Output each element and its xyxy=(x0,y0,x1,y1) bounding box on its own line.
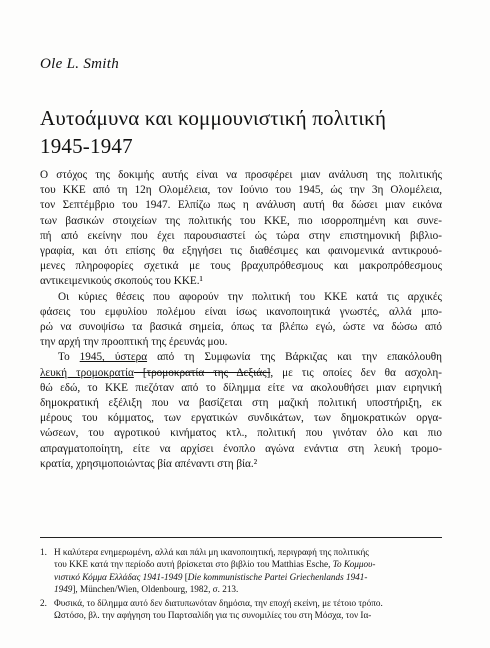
text-segment: από τη Συμφωνία της Βάρκιζας και την επακόλουθη xyxy=(147,351,442,364)
footnote-line: Ωστόσο, βλ. την αφήγηση του Παρτσαλίδη για τις συνομιλίες του στη Μόσχα, τον Ια- xyxy=(54,610,372,621)
text-line: φάσεις του εμφυλίου πολέμου είναι ίσως ικανοποιητικά γνωστές, αλλά μπο- xyxy=(40,305,442,318)
text-line: δημοκρατική εξέλιξη που να βασίζεται στη μαζική πολιτική υποστήριξη, εκ xyxy=(40,397,442,410)
text-line: Ο στόχος της δοκιμής αυτής είναι να προσφέρει μιαν ανάλυση της πολιτικής xyxy=(40,169,442,181)
chapter-title-line-1: Αυτοάμυνα και κομμουνιστική πολιτική xyxy=(40,106,387,130)
text-line: τον Σεπτέμβριο του 1947. Ελπίζω πως η ανάλυση αυτή θα δώσει μιαν εικόνα xyxy=(40,199,442,212)
paragraph-2 xyxy=(40,290,442,351)
text-line xyxy=(40,350,442,365)
text-segment: του ΚΚΕ κατά την περίοδο αυτή βρίσκεται στο βιβλίο του Matthias Esche, xyxy=(54,559,333,570)
text-line: μενες πληροφορίες σχετικά με τους βραχυπρόθεσμους και μακροπρόθεσμους xyxy=(40,260,442,273)
running-head-author: Ole L. Smith xyxy=(40,56,120,72)
footnotes xyxy=(40,546,450,621)
text-line: θώ εδώ, το ΚΚΕ πιεζόταν από το δίλημμα είτε να ακολουθήσει μιαν ειρηνική xyxy=(40,381,442,394)
footnote-line xyxy=(54,583,450,595)
body-text xyxy=(40,168,442,472)
footnote-1 xyxy=(40,546,450,596)
struck-through-text: [τρομοκρατία της Δεξιάς] xyxy=(133,366,271,379)
book-title-greek: νιστικό Κόμμα Ελλάδας 1941-1949 xyxy=(54,571,183,582)
text-segment: [ xyxy=(182,571,188,582)
footnote-line xyxy=(54,558,450,570)
text-line: κρατία, χρησιμοποιώντας βία απέναντι στη βία.² xyxy=(40,457,258,470)
book-title-greek: Το Κομμου- xyxy=(332,559,376,570)
footnote-number: 2. xyxy=(40,597,47,608)
text-line: νώσεων, του αγροτικού κινήματος κτλ., πολιτική που γινόταν όλο και πιο xyxy=(40,427,442,440)
text-line: την αρχή την προοπτική της έρευνάς μου. xyxy=(40,336,228,349)
footnote-line: Φυσικά, το δίλημμα αυτό δεν διατυπωνόταν δημόσια, την εποχή εκείνη, με τέτοιο τρόπο. xyxy=(54,597,383,608)
book-title-german: Die kommunistische Partei Griechenlands 1941- xyxy=(187,571,368,582)
book-title-german: 1949 xyxy=(54,584,73,595)
text-line: απραγματοποίητη, είτε να αρχίσει ένοπλο αγώνα ενάντια στη λευκή τρομο- xyxy=(40,442,442,455)
paragraph-1 xyxy=(40,168,442,290)
text-line: αντικειμενικούς σκοπούς του ΚΚΕ.¹ xyxy=(40,275,203,288)
footnote-line xyxy=(54,571,450,583)
text-line: Οι κύριες θέσεις που αφορούν την πολιτική του ΚΚΕ κατά τις αρχικές xyxy=(58,290,442,303)
text-line: των βασικών στοιχείων της πολιτικής του ΚΚΕ, πιο ισορροπημένη και συνε- xyxy=(40,214,442,227)
footnote-2 xyxy=(40,597,450,622)
chapter-title-line-2: 1945-1947 xyxy=(40,134,133,158)
text-line: πή από εκείνην που έχει παρουσιαστεί ώς τώρα στην επιστημονική βιβλιο- xyxy=(40,229,442,242)
text-segment: , με τις οποίες δεν θα ασχολη- xyxy=(270,366,442,379)
footnote-number: 1. xyxy=(40,547,47,557)
footnote-divider xyxy=(40,537,442,538)
text-line: γραφία, και ότι επίσης θα εξηγήσει τις διαθέσιμες και φαινομενικά αντικρουό- xyxy=(40,245,442,258)
text-segment: ], München/Wien, Oldenbourg, 1982, σ. 213. xyxy=(72,584,239,595)
text-line: του ΚΚΕ από τη 12η Ολομέλεια, τον Ιούνιο του 1945, ώς την 3η Ολομέλεια, xyxy=(40,184,442,197)
paragraph-3 xyxy=(40,350,442,472)
text-line: ρώ να συνοψίσω τα βασικά σημεία, όπως τα βλέπω εγώ, ώστε να δώσω από xyxy=(40,321,442,334)
text-segment: Το xyxy=(58,351,80,364)
text-line: μέρους του κόμματος, των εργατικών συνδικάτων, των δημοκρατικών οργα- xyxy=(40,412,442,425)
chapter-title xyxy=(40,104,386,160)
underlined-text: λευκή τρομοκρατία xyxy=(40,366,134,379)
footnote-line: Η καλύτερα ενημερωμένη, αλλά και πάλι μη ικανοποιητική, περιγραφή της πολιτικής xyxy=(54,547,369,557)
text-line xyxy=(40,366,442,381)
underlined-text: 1945, ύστερα xyxy=(79,351,148,364)
